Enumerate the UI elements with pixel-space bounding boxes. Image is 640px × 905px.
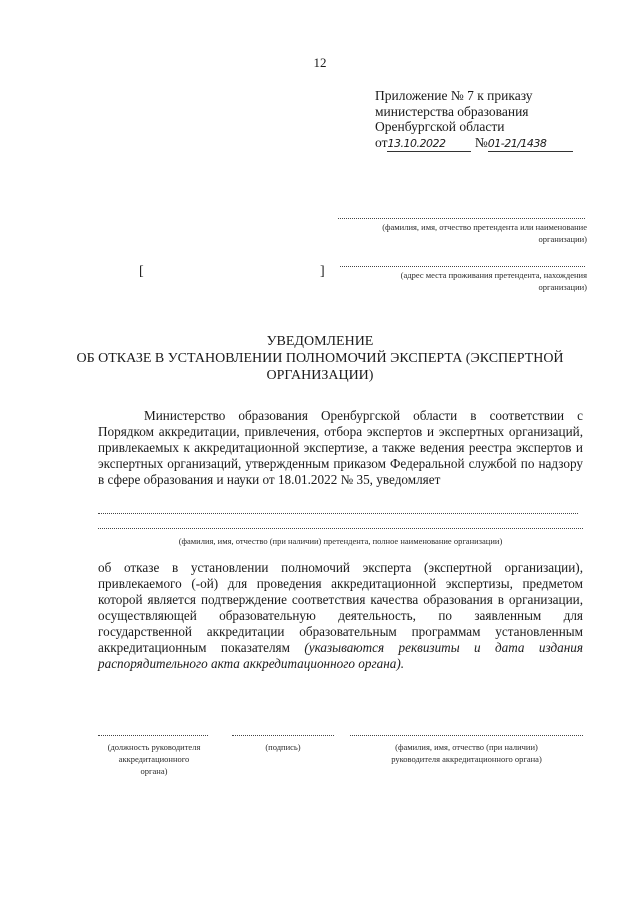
paragraph-notice [98,408,583,488]
addressee-name-caption-line-1: (фамилия, имя, отчество претендента или наименование [382,222,587,232]
paragraph-refusal [98,560,583,672]
paragraph-refusal-italic: (указываются реквизиты и дата издания распорядительного акта аккредитационного органа). [98,640,583,671]
from-prefix: от [375,134,388,150]
appendix-line-3: Оренбургской области [375,119,505,134]
bracket-left: [ [139,264,144,279]
appendix-line-2: министерства образования [375,103,529,119]
fullname-caption-line-2: руководителя аккредитационного органа) [391,754,542,764]
title-line-1: УВЕДОМЛЕНИЕ [266,334,374,349]
addressee-name-line [338,218,585,219]
handwritten-date: 13.10.2022 [387,136,471,153]
appendix-line-1: Приложение № 7 к приказу [375,88,533,103]
document-title [0,333,640,384]
addressee-name-caption [330,221,587,245]
title-line-3: ОРГАНИЗАЦИИ) [266,368,374,383]
fill-caption: (фамилия, имя, отчество (при наличии) претендента, полное наименование организации) [178,536,503,546]
signature-line-fullname [350,735,583,736]
fill-line-2 [98,528,583,529]
fullname-caption [350,741,583,765]
addressee-address-caption-line-1: (адрес места проживания претендента, нахождения [400,270,587,280]
page-number: 12 [313,55,327,70]
bracket-right: ] [320,264,325,279]
position-caption-line-1: (должность руководителя [107,742,201,752]
title-line-2: ОБ ОТКАЗЕ В УСТАНОВЛЕНИИ ПОЛНОМОЧИЙ ЭКСПЕРТА (ЭКСПЕРТНОЙ [76,351,564,366]
fill-line-1 [98,513,578,514]
addressee-address-line [340,266,585,267]
addressee-name-caption-line-2: организации) [538,234,587,244]
signature-line-position [98,735,208,736]
appendix-date-line [375,135,573,153]
position-caption-line-2: аккредитационного [118,754,190,764]
paragraph-notice-text: Министерство образования Оренбургской области в соответствии с Порядком аккредитации, привлечения, отбора экспертов и экспертных организаций, привлекаемых к аккредитационной экспертизе, а также ведения реестра экспертов и экспертных организаций, утвержденным приказом Федеральной службой по надзору в сфере образования и науки от 18.01.2022 № 35, уведомляет [98,408,583,487]
appendix-block [375,88,573,152]
signature-line-sign [232,735,334,736]
paragraph-refusal-text: об отказе в установлении полномочий эксперта (экспертной организации), привлекаемого (-ой) для проведения аккредитационной экспертизы, предметом которой является подтверждение соответствия качества образования в организации, осуществляющей образовательную деятельность, по заявленным для государственной аккредитации образовательным программам установленным аккредитационным показателям [98,560,583,655]
fullname-caption-line-1: (фамилия, имя, отчество (при наличии) [395,742,538,752]
addressee-address-caption [330,269,587,293]
handwritten-number: 01-21/1438 [488,136,573,153]
signature-caption: (подпись) [265,742,301,752]
position-caption-line-3: органа) [140,766,168,776]
addressee-address-caption-line-2: организации) [538,282,587,292]
position-caption [88,741,220,777]
number-prefix: № [474,134,488,150]
